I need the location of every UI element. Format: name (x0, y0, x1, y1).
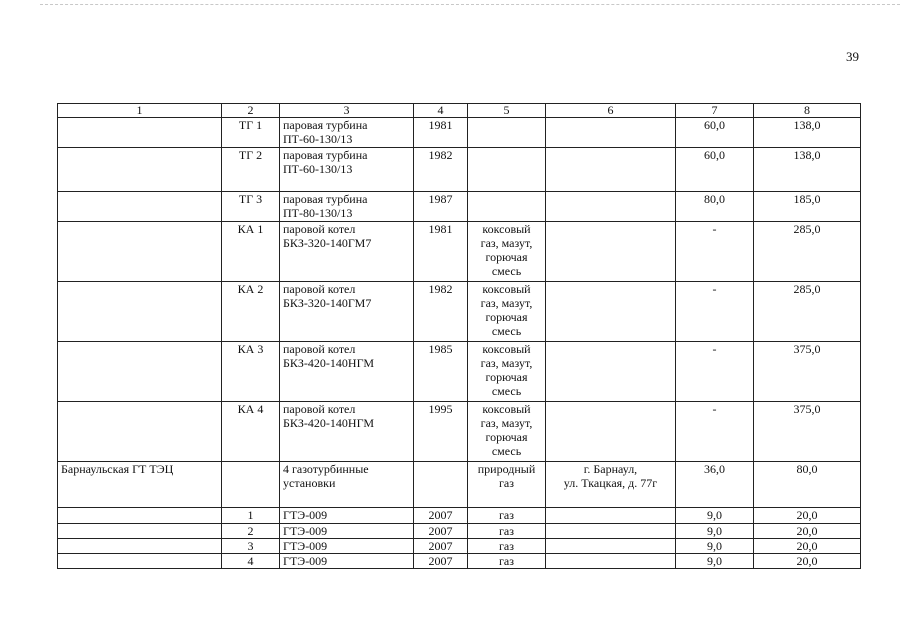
table-row (58, 462, 861, 508)
header-cell: 7 (676, 104, 754, 118)
scan-edge-line (40, 4, 900, 5)
table-cell-c2: ТГ 3 (222, 192, 280, 222)
table-cell-c1 (58, 508, 222, 524)
table-cell-c5 (468, 192, 546, 222)
header-cell: 5 (468, 104, 546, 118)
table-cell-c3: паровой котел БКЗ-320-140ГМ7 (280, 222, 414, 282)
table-cell-c7: 60,0 (676, 148, 754, 192)
table-cell-c3: ГТЭ-009 (280, 524, 414, 539)
table-row (58, 539, 861, 554)
table-row (58, 524, 861, 539)
table-cell-c7: 60,0 (676, 118, 754, 148)
table-cell-c2: КА 2 (222, 282, 280, 342)
table-cell-c7: 9,0 (676, 524, 754, 539)
table-cell-c5: коксовый газ, мазут, горючая смесь (468, 282, 546, 342)
table-row (58, 148, 861, 192)
table-cell-c3: паровой котел БКЗ-420-140НГМ (280, 342, 414, 402)
table-cell-c2 (222, 462, 280, 508)
table-cell-c7: 9,0 (676, 539, 754, 554)
table-cell-c6 (546, 148, 676, 192)
table-cell-c3: ГТЭ-009 (280, 554, 414, 569)
table-row (58, 222, 861, 282)
table-cell-c3: 4 газотурбинные установки (280, 462, 414, 508)
table-cell-c7: 9,0 (676, 554, 754, 569)
table-cell-c5: природный газ (468, 462, 546, 508)
table-cell-c5: газ (468, 554, 546, 569)
table-header-row (58, 104, 861, 118)
table-cell-c2: КА 1 (222, 222, 280, 282)
table-cell-c6 (546, 222, 676, 282)
table-cell-c8: 20,0 (754, 554, 861, 569)
table-cell-c6 (546, 192, 676, 222)
header-cell: 3 (280, 104, 414, 118)
table-cell-c1 (58, 282, 222, 342)
table-cell-c2: КА 3 (222, 342, 280, 402)
table-cell-c4: 2007 (414, 539, 468, 554)
table-cell-c1 (58, 192, 222, 222)
table-cell-c8: 285,0 (754, 282, 861, 342)
table-cell-c8: 375,0 (754, 402, 861, 462)
table-cell-c8: 138,0 (754, 118, 861, 148)
header-cell: 6 (546, 104, 676, 118)
table-cell-c1: Барнаульская ГТ ТЭЦ (58, 462, 222, 508)
table-cell-c6 (546, 402, 676, 462)
table-row (58, 118, 861, 148)
table-cell-c6 (546, 342, 676, 402)
table-cell-c8: 80,0 (754, 462, 861, 508)
table-cell-c4 (414, 462, 468, 508)
table-cell-c3: паровой котел БКЗ-320-140ГМ7 (280, 282, 414, 342)
table-cell-c5: коксовый газ, мазут, горючая смесь (468, 342, 546, 402)
table-cell-c8: 20,0 (754, 508, 861, 524)
header-cell: 4 (414, 104, 468, 118)
table-cell-c2: ТГ 2 (222, 148, 280, 192)
table-cell-c6 (546, 524, 676, 539)
table-cell-c6 (546, 539, 676, 554)
header-cell: 2 (222, 104, 280, 118)
table-cell-c1 (58, 222, 222, 282)
table-cell-c8: 285,0 (754, 222, 861, 282)
table-cell-c3: паровой котел БКЗ-420-140НГМ (280, 402, 414, 462)
table-cell-c7: - (676, 342, 754, 402)
table-row (58, 554, 861, 569)
table-cell-c7: 36,0 (676, 462, 754, 508)
table-cell-c6 (546, 508, 676, 524)
table-cell-c4: 1995 (414, 402, 468, 462)
table-row (58, 342, 861, 402)
table-cell-c5: газ (468, 508, 546, 524)
table-row (58, 192, 861, 222)
table-row (58, 508, 861, 524)
table-cell-c4: 2007 (414, 554, 468, 569)
equipment-table (57, 103, 861, 569)
table-cell-c6: г. Барнаул, ул. Ткацкая, д. 77г (546, 462, 676, 508)
table-cell-c2: 3 (222, 539, 280, 554)
header-cell: 8 (754, 104, 861, 118)
table-cell-c1 (58, 118, 222, 148)
table-cell-c6 (546, 554, 676, 569)
table-cell-c1 (58, 524, 222, 539)
table-cell-c8: 375,0 (754, 342, 861, 402)
table-cell-c8: 20,0 (754, 524, 861, 539)
table-cell-c7: 9,0 (676, 508, 754, 524)
table-cell-c5 (468, 148, 546, 192)
table-cell-c4: 1985 (414, 342, 468, 402)
table-cell-c2: 4 (222, 554, 280, 569)
table-cell-c6 (546, 118, 676, 148)
table-cell-c4: 2007 (414, 524, 468, 539)
table-cell-c7: 80,0 (676, 192, 754, 222)
table-cell-c4: 1982 (414, 282, 468, 342)
table-cell-c8: 20,0 (754, 539, 861, 554)
page-number: 39 (846, 49, 859, 64)
table-cell-c5: коксовый газ, мазут, горючая смесь (468, 222, 546, 282)
table-row (58, 402, 861, 462)
table-cell-c4: 2007 (414, 508, 468, 524)
table-cell-c3: паровая турбина ПТ-60-130/13 (280, 148, 414, 192)
table-cell-c6 (546, 282, 676, 342)
table-cell-c7: - (676, 222, 754, 282)
table-cell-c3: ГТЭ-009 (280, 508, 414, 524)
table-row (58, 282, 861, 342)
table-cell-c4: 1981 (414, 118, 468, 148)
table-cell-c4: 1987 (414, 192, 468, 222)
table-cell-c2: ТГ 1 (222, 118, 280, 148)
table-cell-c1 (58, 402, 222, 462)
header-cell: 1 (58, 104, 222, 118)
table-cell-c1 (58, 554, 222, 569)
table-cell-c4: 1982 (414, 148, 468, 192)
table-cell-c8: 185,0 (754, 192, 861, 222)
table-cell-c4: 1981 (414, 222, 468, 282)
table-cell-c5: газ (468, 539, 546, 554)
table-cell-c1 (58, 148, 222, 192)
table-cell-c7: - (676, 282, 754, 342)
table-cell-c2: 1 (222, 508, 280, 524)
table-cell-c1 (58, 539, 222, 554)
table-cell-c8: 138,0 (754, 148, 861, 192)
table-cell-c5: газ (468, 524, 546, 539)
table-cell-c5 (468, 118, 546, 148)
table-cell-c3: паровая турбина ПТ-60-130/13 (280, 118, 414, 148)
table-cell-c2: 2 (222, 524, 280, 539)
table-cell-c3: ГТЭ-009 (280, 539, 414, 554)
table-cell-c3: паровая турбина ПТ-80-130/13 (280, 192, 414, 222)
table-cell-c2: КА 4 (222, 402, 280, 462)
table-cell-c5: коксовый газ, мазут, горючая смесь (468, 402, 546, 462)
table-cell-c1 (58, 342, 222, 402)
table-cell-c7: - (676, 402, 754, 462)
